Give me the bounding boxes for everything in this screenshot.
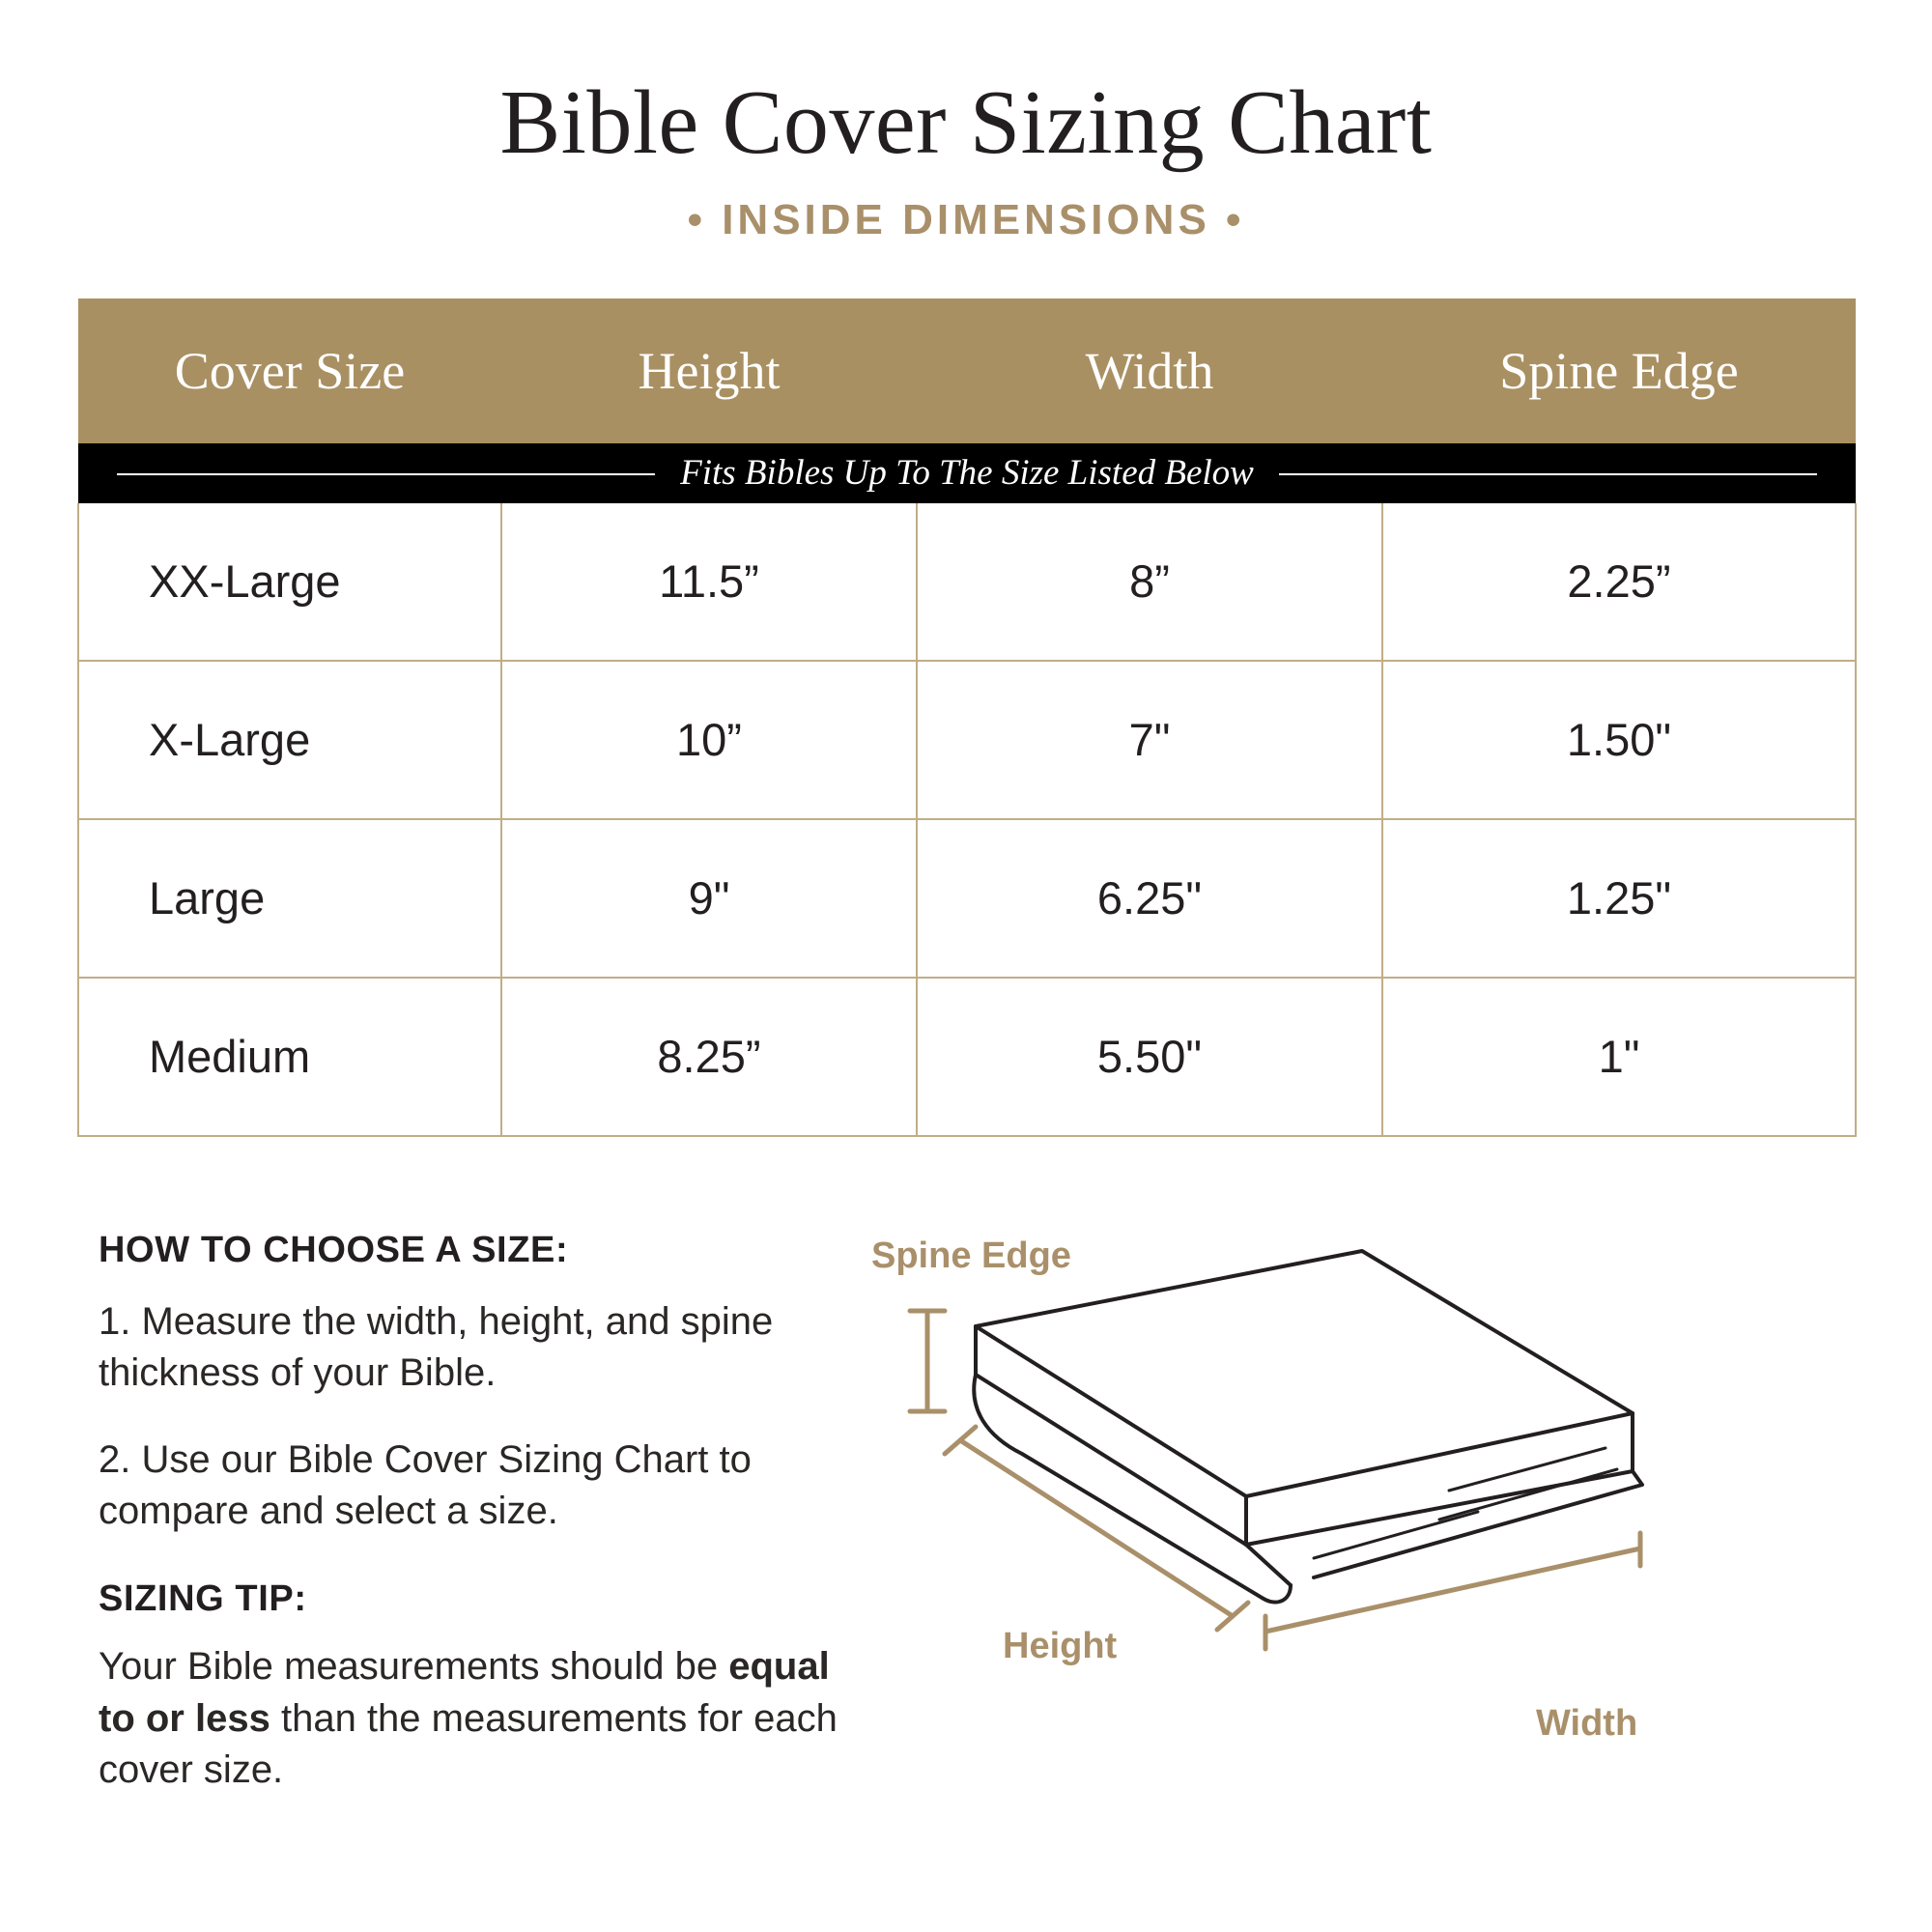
page-line-3: [1314, 1512, 1478, 1558]
cell-width: 6.25": [917, 819, 1382, 978]
cell-cover-size: Medium: [78, 978, 501, 1136]
sizing-table-wrapper: [77, 298, 1855, 1137]
table-row: [78, 978, 1856, 1136]
table-header-row: [78, 298, 1856, 443]
diagram-label-spine-edge: Spine Edge: [871, 1235, 1071, 1276]
measurement-guides: [910, 1311, 1640, 1649]
bible-diagram: [860, 1230, 1874, 1829]
book-spine-curl: [974, 1375, 1291, 1603]
page-title: Bible Cover Sizing Chart: [499, 72, 1433, 173]
column-header-height: Height: [501, 298, 917, 443]
bible-illustration: [860, 1230, 1845, 1790]
cell-spine-edge: 2.25”: [1382, 503, 1856, 661]
page-subtitle: • INSIDE DIMENSIONS •: [687, 195, 1245, 243]
lower-section: [77, 1230, 1874, 1837]
table-note-cell: [78, 443, 1856, 503]
table-note-row: [78, 443, 1856, 503]
page-line-1: [1449, 1448, 1605, 1491]
cell-height: 9": [501, 819, 917, 978]
column-header-cover-size: Cover Size: [78, 298, 501, 443]
cell-width: 8”: [917, 503, 1382, 661]
height-guide-line: [960, 1440, 1233, 1616]
column-header-spine-edge: Spine Edge: [1382, 298, 1856, 443]
sizing-tip-heading: SIZING TIP:: [99, 1578, 307, 1620]
instructions-block: [77, 1230, 840, 1837]
how-to-choose-step-1: 1. Measure the width, height, and spine thickness of your Bible.: [99, 1299, 774, 1395]
cell-cover-size: Large: [78, 819, 501, 978]
book-spine-side: [976, 1326, 1246, 1545]
table-row: [78, 819, 1856, 978]
cell-width: 5.50": [917, 978, 1382, 1136]
cell-spine-edge: 1.25": [1382, 819, 1856, 978]
table-note-band: [78, 443, 1856, 503]
table-row: [78, 503, 1856, 661]
cell-width: 7": [917, 661, 1382, 819]
book-edge-line-1: [1246, 1545, 1291, 1585]
book-top-cover: [976, 1251, 1633, 1496]
cell-spine-edge: 1.50": [1382, 661, 1856, 819]
diagram-label-width: Width: [1536, 1702, 1638, 1744]
how-to-choose-step-2: 2. Use our Bible Cover Sizing Chart to compare and select a size.: [99, 1437, 752, 1533]
cell-height: 11.5”: [501, 503, 917, 661]
cell-cover-size: X-Large: [78, 661, 501, 819]
table-row: [78, 661, 1856, 819]
page-line-2: [1439, 1469, 1617, 1520]
sizing-tip-after: than the measurements for each cover size.: [99, 1696, 838, 1792]
table-note-text: Fits Bibles Up To The Size Listed Below: [655, 452, 1279, 494]
cell-height: 10”: [501, 661, 917, 819]
sizing-table: [77, 298, 1857, 1137]
sizing-tip-bold: equal to or less: [99, 1645, 830, 1740]
diagram-label-height: Height: [1003, 1625, 1118, 1666]
how-to-choose-heading: HOW TO CHOOSE A SIZE:: [99, 1229, 569, 1270]
sizing-tip-text: [99, 1641, 840, 1797]
cell-cover-size: XX-Large: [78, 503, 501, 661]
column-header-width: Width: [917, 298, 1382, 443]
cell-height: 8.25”: [501, 978, 917, 1136]
book-page-face: [1246, 1413, 1633, 1545]
cell-spine-edge: 1": [1382, 978, 1856, 1136]
width-guide-line: [1265, 1548, 1640, 1632]
sizing-tip-before: Your Bible measurements should be: [99, 1645, 729, 1689]
